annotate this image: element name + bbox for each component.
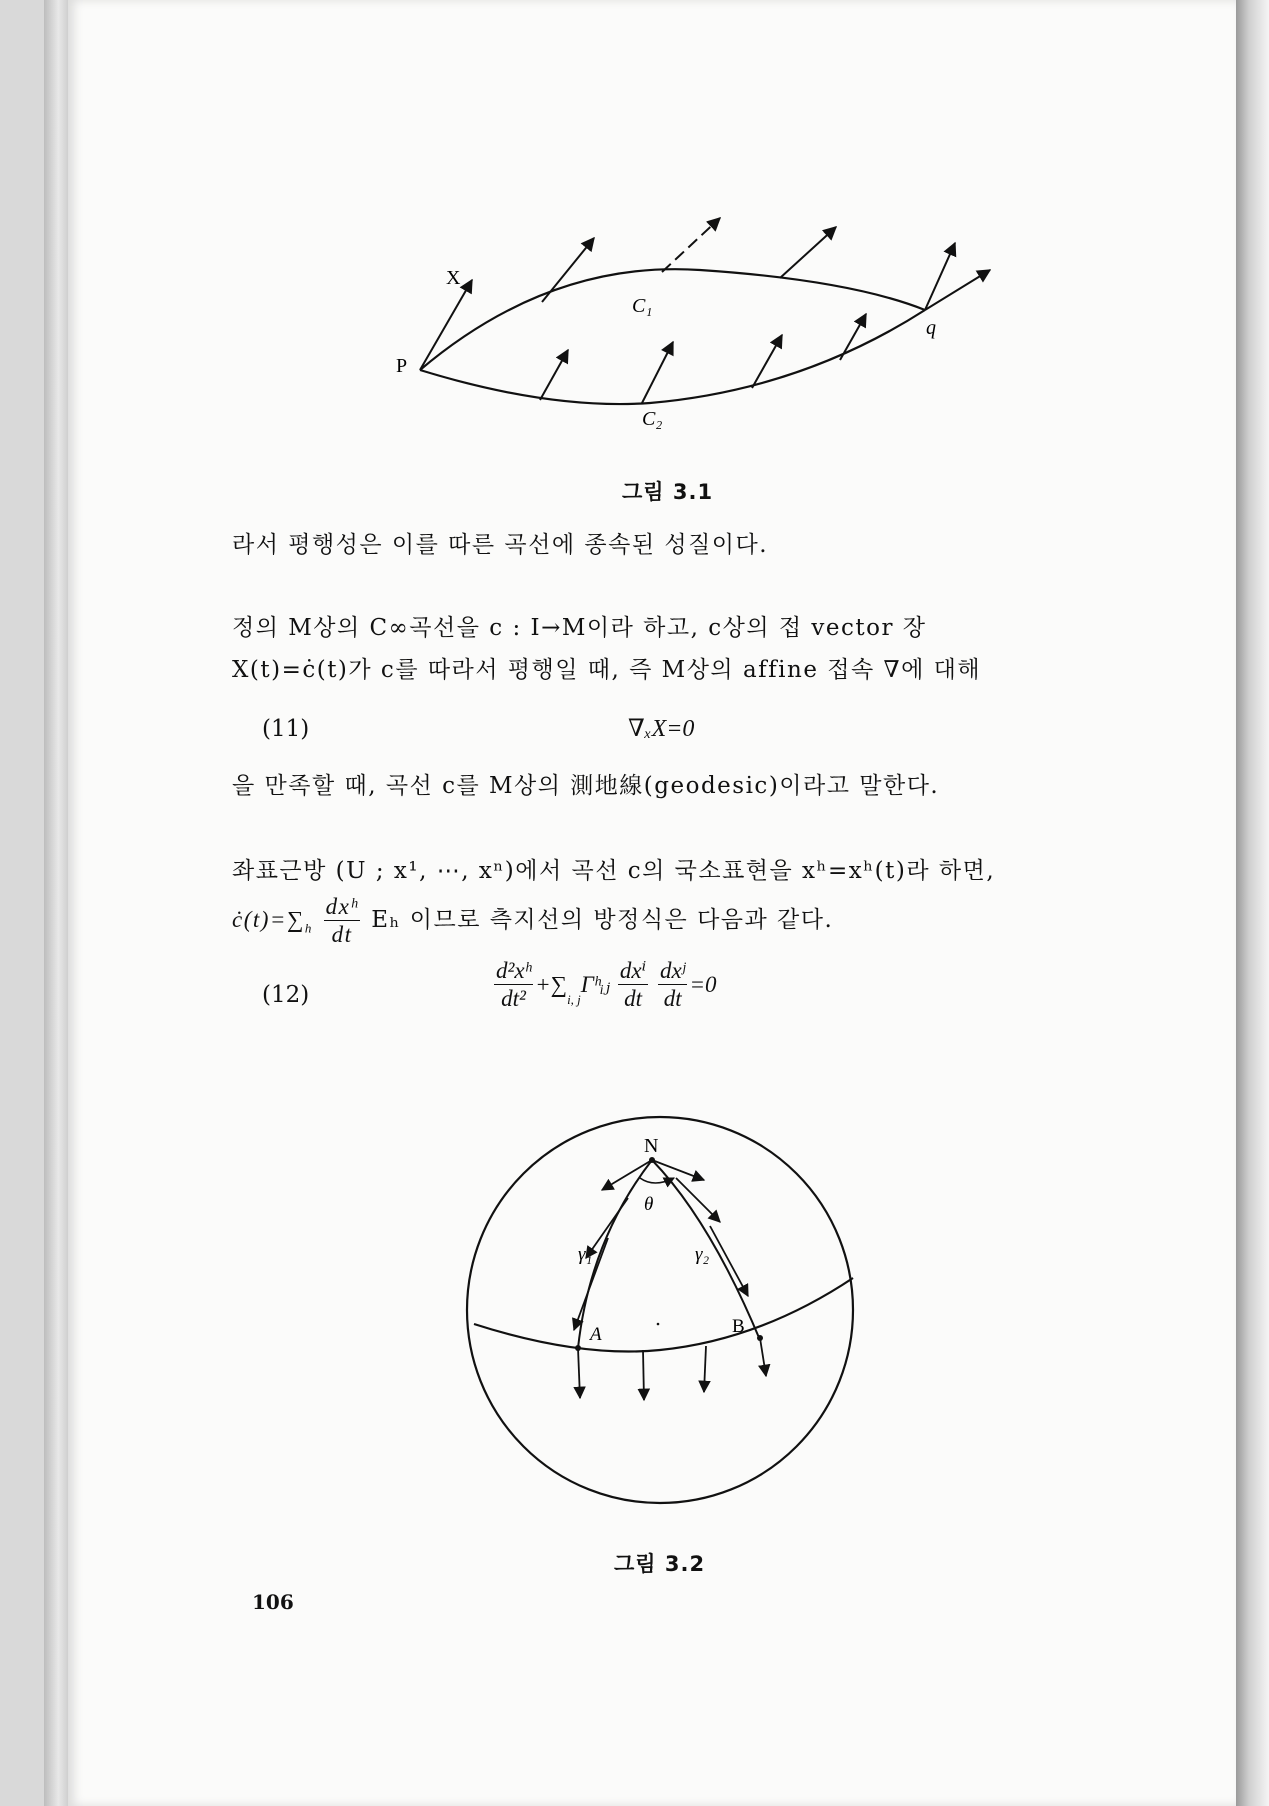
label-C2: C₂ [642,408,663,430]
figure-3-1 [380,210,1020,440]
vector-c1-1 [542,238,594,302]
label-q: q [926,317,936,339]
point-b [757,1335,763,1341]
label-gamma2: γ₂ [695,1244,710,1265]
eq12-frac-3 [658,958,688,1012]
label-X: X [446,267,461,289]
vector-g1-1 [586,1198,628,1258]
definition-line-1: 정의 M상의 C∞곡선을 c : I→M이라 하고, c상의 접 vector 장 [232,615,927,641]
eq12-frac-1 [494,958,533,1012]
fraction-denominator: dt [331,922,353,948]
page-number: 106 [252,1590,294,1614]
vector-eq-2 [704,1346,706,1392]
label-B: B [732,1316,745,1337]
vector-c2-1 [540,350,568,400]
equation-11: ∇ₓX=0 [628,716,695,742]
vector-c2-2 [642,342,673,403]
point-a [575,1345,581,1351]
equation-12 [492,958,717,1012]
vector-c1-3 [780,227,836,278]
curve-c1 [420,269,925,370]
sum-index-h: h [304,920,313,936]
eq12-sum: +∑ [535,971,568,997]
paragraph-3-line-1: 좌표근방 (U ; x¹, ⋯, xⁿ)에서 곡선 c의 국소표현을 xʰ=xʰ(t)라 하면, [232,858,996,884]
eq12-den-3: dt [663,986,682,1012]
eq12-sum-index: i, j [567,992,581,1008]
label-gamma1: γ₁ [578,1244,593,1265]
paragraph-1: 라서 평행성은 이를 따른 곡선에 종속된 성질이다. [232,532,769,558]
vector-eq-1 [643,1350,644,1400]
vector-a [578,1348,580,1398]
book-spine-edge [44,0,68,1806]
vector-X [420,280,472,370]
label-theta: θ [644,1194,654,1215]
vector-c1-2 [662,218,720,272]
curve-c2 [420,310,925,404]
vector-n-1 [602,1160,652,1190]
vector-b [760,1338,766,1376]
equator [474,1278,853,1352]
fraction-numerator: dxʰ [324,894,361,921]
book-right-edge [1236,0,1269,1806]
label-C1: C₁ [632,295,653,317]
label-N: N [644,1135,659,1157]
definition-line-2: X(t)=ċ(t)가 c를 따라서 평행일 때, 즉 M상의 affine 접속 ∇에 대해 [232,657,982,683]
eq12-christoffel: Γʰᵢⱼ [580,971,611,997]
label-A: A [590,1324,602,1345]
figure-3-1-caption: 그림 3.1 [622,480,714,504]
equation-12-number: (12) [262,982,310,1008]
center-dot [657,1323,660,1326]
eq12-num-2: dxⁱ [618,958,648,985]
eq12-den-1: dt² [501,986,526,1012]
paragraph-2: 을 만족할 때, 곡선 c를 M상의 測地線(geodesic)이라고 말한다. [232,773,940,799]
eq12-frac-2 [618,958,648,1012]
dxh-dt-fraction [324,894,361,948]
vector-c2-3 [752,335,782,388]
equation-11-number: (11) [262,716,310,742]
eq12-num-3: dxʲ [658,958,688,985]
figure-3-2-caption: 그림 3.2 [614,1552,706,1576]
label-P: P [396,355,408,377]
c-dot-sum: ċ(t)=∑ [232,906,305,932]
figure-3-2 [460,1110,870,1520]
eq12-tail: =0 [689,971,717,997]
paragraph-3-line-2 [232,894,833,948]
vector-g2-2 [710,1226,748,1296]
paragraph-3-line-2-rest: Eₕ 이므로 측지선의 방정식은 다음과 같다. [371,906,834,933]
eq12-den-2: dt [624,986,642,1012]
vector-c2-4 [840,314,866,360]
eq12-num-1: d²xʰ [494,958,533,985]
sphere [467,1117,853,1503]
vector-g2-1 [676,1178,720,1222]
vector-n-2 [652,1160,704,1180]
point-n [649,1157,655,1163]
